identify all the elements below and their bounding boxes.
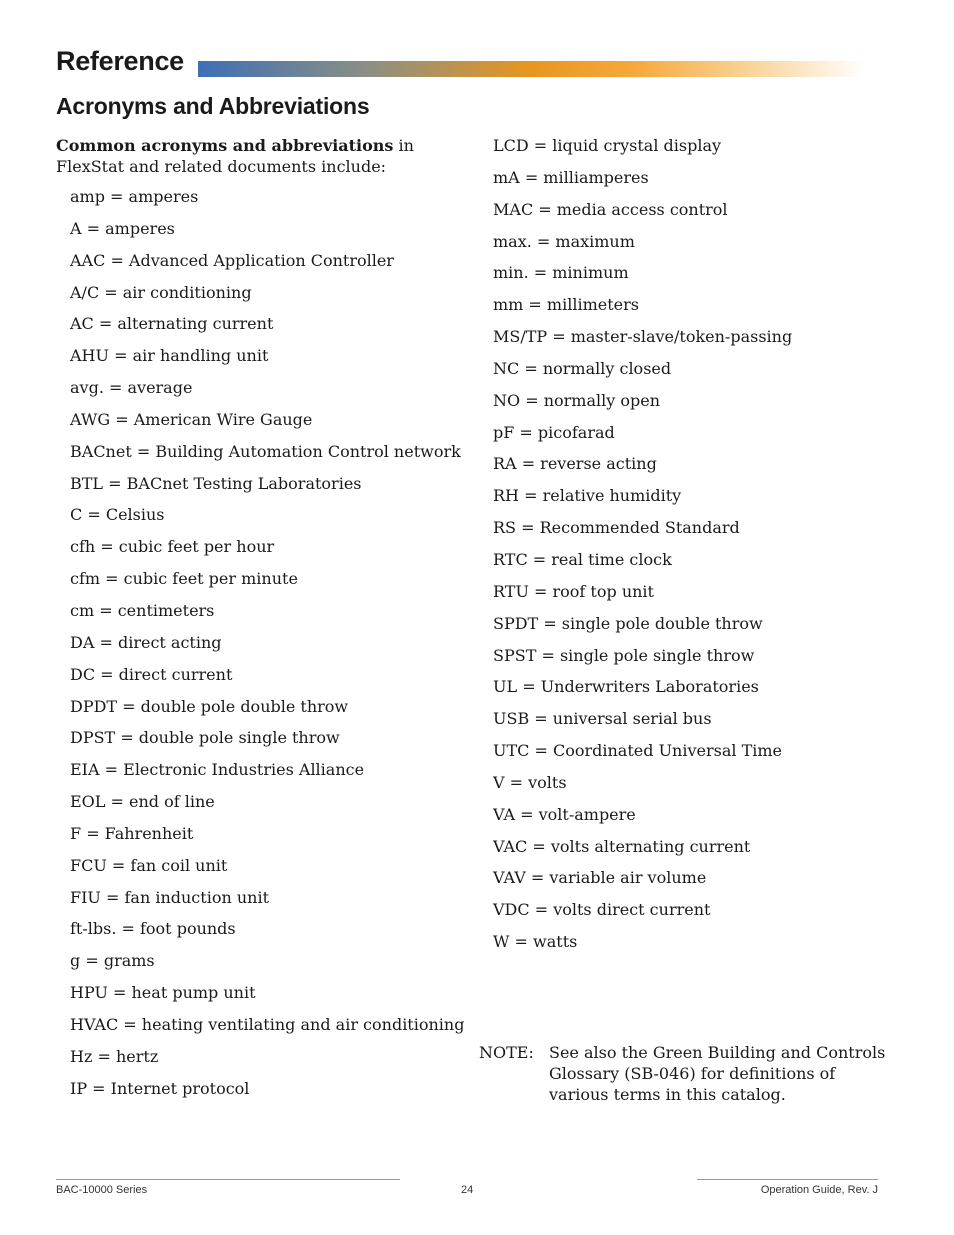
abbreviation-item: NC = normally closed	[493, 358, 672, 378]
intro-bold-text: Common acronyms and abbreviations	[56, 136, 394, 155]
abbreviation-item: MS/TP = master-slave/token-passing	[493, 327, 793, 347]
abbreviation-item: VAC = volts alternating current	[493, 836, 751, 856]
abbreviation-item: DC = direct current	[70, 664, 233, 684]
abbreviation-item: W = watts	[493, 932, 578, 952]
footer-rule-left	[56, 1179, 400, 1180]
abbreviation-item: g = grams	[70, 951, 155, 971]
abbreviation-item: cfm = cubic feet per minute	[70, 569, 298, 589]
abbreviation-item: V = volts	[493, 772, 567, 792]
footer-rule-right	[697, 1179, 878, 1180]
abbreviation-item: BTL = BACnet Testing Laboratories	[70, 473, 362, 493]
abbreviation-item: VA = volt-ampere	[493, 804, 636, 824]
abbreviation-item: AWG = American Wire Gauge	[70, 409, 313, 429]
intro-text: in FlexStat and related documents include:	[56, 136, 414, 176]
abbreviation-item: SPDT = single pole double throw	[493, 613, 763, 633]
abbreviation-item: HPU = heat pump unit	[70, 983, 256, 1003]
abbreviation-item: A = amperes	[70, 218, 175, 238]
abbreviation-item: FIU = fan induction unit	[70, 887, 269, 907]
page-subtitle: Acronyms and Abbreviations	[56, 93, 370, 119]
abbreviation-item: ft-lbs. = foot pounds	[70, 919, 236, 939]
abbreviation-item: EOL = end of line	[70, 792, 215, 812]
abbreviation-item: Hz = hertz	[70, 1046, 159, 1066]
footer-document-title: Operation Guide, Rev. J	[760, 1184, 878, 1196]
abbreviation-item: RTU = roof top unit	[493, 581, 654, 601]
abbreviation-item: MAC = media access control	[493, 199, 728, 219]
abbreviation-item: F = Fahrenheit	[70, 823, 194, 843]
title-gradient-bar	[198, 61, 866, 77]
section-title: Reference	[56, 46, 184, 76]
abbreviation-item: HVAC = heating ventilating and air conditioning	[70, 1014, 465, 1034]
abbreviation-item: BACnet = Building Automation Control network	[70, 441, 461, 461]
abbreviation-item: AC = alternating current	[70, 314, 274, 334]
abbreviation-item: IP = Internet protocol	[70, 1078, 250, 1098]
abbreviation-item: LCD = liquid crystal display	[493, 136, 722, 155]
abbreviation-item: avg. = average	[70, 378, 193, 398]
abbreviation-item: RH = relative humidity	[493, 486, 682, 506]
abbreviation-item: VDC = volts direct current	[493, 900, 711, 920]
abbreviation-item: USB = universal serial bus	[493, 709, 712, 729]
abbreviation-item: RTC = real time clock	[493, 549, 672, 569]
note-label: NOTE:	[479, 1043, 534, 1062]
abbreviation-item: DA = direct acting	[70, 632, 222, 652]
abbreviation-item: VAV = variable air volume	[493, 868, 707, 888]
abbreviation-item: amp = amperes	[70, 187, 199, 206]
abbreviation-list-left	[70, 186, 470, 1109]
abbreviation-item: AAC = Advanced Application Controller	[70, 250, 394, 270]
intro-paragraph	[56, 135, 456, 177]
abbreviation-item: mm = millimeters	[493, 295, 639, 315]
note-text: See also the Green Building and Controls Glossary (SB-046) for definitions of various terms in this catalog.	[549, 1043, 886, 1104]
abbreviation-item: DPST = double pole single throw	[70, 728, 340, 748]
abbreviation-item: A/C = air conditioning	[70, 282, 252, 302]
abbreviation-item: RA = reverse acting	[493, 454, 657, 474]
abbreviation-list-right	[493, 135, 913, 963]
abbreviation-item: cfh = cubic feet per hour	[70, 537, 275, 557]
abbreviation-item: SPST = single pole single throw	[493, 645, 755, 665]
abbreviation-item: UL = Underwriters Laboratories	[493, 677, 759, 697]
abbreviation-item: cm = centimeters	[70, 600, 215, 620]
abbreviation-item: AHU = air handling unit	[70, 346, 269, 366]
abbreviation-item: max. = maximum	[493, 231, 635, 251]
abbreviation-item: min. = minimum	[493, 263, 629, 283]
footer-series: BAC-10000 Series	[56, 1184, 148, 1196]
footer-page-number: 24	[461, 1184, 474, 1196]
abbreviation-item: RS = Recommended Standard	[493, 518, 740, 538]
abbreviation-item: mA = milliamperes	[493, 167, 649, 187]
abbreviation-item: UTC = Coordinated Universal Time	[493, 741, 783, 761]
abbreviation-item: C = Celsius	[70, 505, 165, 525]
abbreviation-item: DPDT = double pole double throw	[70, 696, 349, 716]
abbreviation-item: NO = normally open	[493, 390, 660, 410]
abbreviation-item: pF = picofarad	[493, 422, 615, 442]
abbreviation-item: EIA = Electronic Industries Alliance	[70, 760, 365, 780]
abbreviation-item: FCU = fan coil unit	[70, 855, 228, 875]
